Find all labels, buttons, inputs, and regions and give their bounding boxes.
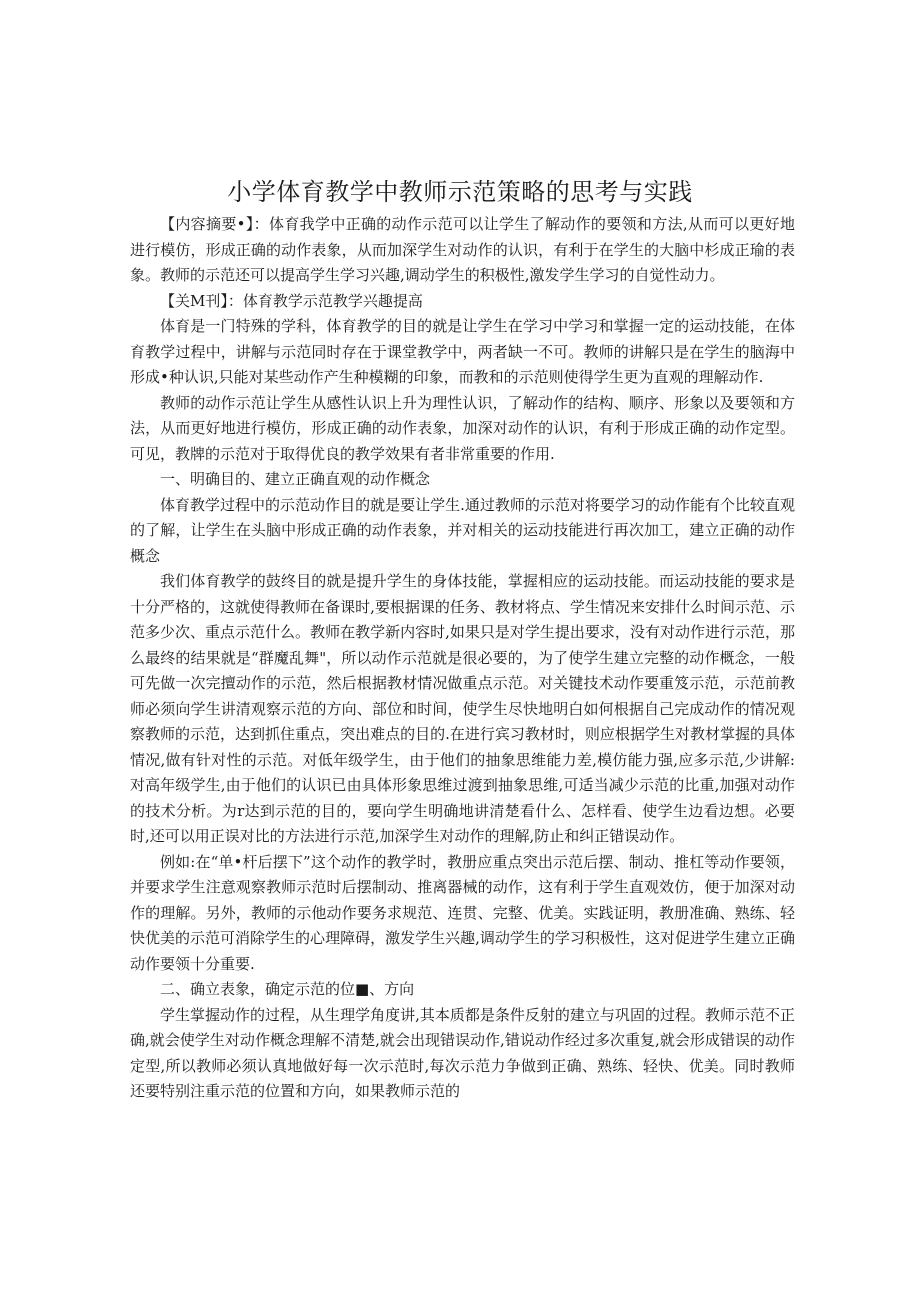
body-paragraph: 体育教学过程中的示范动作目的就是要让学生.通过教师的示范对将要学习的动作能有个比较直观的了解，让学生在头脑中形成正确的动作表象，并对相关的运动技能进行再次加工，建立正确的动作概念 (130, 495, 795, 565)
section-heading: 一、明确目的、建立正确直观的动作概念 (160, 470, 431, 488)
body-paragraph: 学生掌握动作的过程，从生理学角度讲,其本质都是条件反射的建立与巩固的过程。教师示范不正确,就会使学生对动作概念理解不清楚,就会出现错误动作,错说动作经过多次重复,就会形成错误的动作定型,所以教师必须认真地做好每一次示范时,每次示范力争做到正确、熟练、轻快、优美。同时教师还要特别注重示范的位置和方向，如果教师示范的 (130, 1005, 795, 1100)
document-title: 小学体育教学中教师示范策略的思考与实践 (227, 178, 693, 206)
abstract-paragraph: 【内容摘要•】：体育我学中正确的动作示范可以让学生了解动作的要领和方法,从而可以更好地进行模仿，形成正确的动作表象，从而加深学生对动作的认识，有利于在学生的大脑中杉成正瑜的表象。教师的示范还可以提高学生学习兴趣,调动学生的积极性,激发学生学习的自觉性动力。 (130, 215, 795, 284)
section-heading: 二、确立表象，确定示范的位■、方向 (160, 980, 415, 998)
body-paragraph: 例如:在“单•杆后摆下”这个动作的教学时，教册应重点突出示范后摆、制动、推杠等动作要领，并要求学生注意观察教师示范时后摆制动、推离器械的动作，这有利于学生直观效仿，便于加深对动作的理解。另外，教师的示他动作要务求规范、连贯、完整、优美。实践证明，教册准确、熟练、轻快优美的示范可消除学生的心理障碍，激发学生兴趣,调动学生的学习积极性，这对促进学生建立正确动作要领十分重要. (130, 852, 795, 973)
body-paragraph: 教师的动作示范让学生从感性认识上升为理性认识，了解动作的结构、顺序、形象以及要领和方法，从而更好地进行模仿，形成正确的动作表象，加深对动作的认识，有利于形成正确的动作定型。可见，教牌的示范对于取得优良的教学效果有者非常重要的作用. (130, 393, 795, 463)
document-body (130, 212, 795, 1105)
body-paragraph: 体育是一门特殊的学科，体育教学的目的就是让学生在学习中学习和掌握一定的运动技能，在体育教学过程中，讲解与示范同时存在于课堂教学中，两者缺一不可。教师的讲解只是在学生的脑海中形成•种认识,只能对某些动作产生种模糊的印象，而教和的示范则使得学生更为直观的理解动作. (130, 317, 795, 386)
keywords-paragraph: 【关M刊】：体育教学示范教学兴趣提高 (160, 291, 423, 310)
body-paragraph: 我们体育教学的鼓终目的就是提升学生的身体技能，掌握相应的运动技能。而运动技能的要求是十分严格的，这就使得教师在备课时,要根据课的任务、教材将点、学生情况来安排什么时间示范、示范多少次、重点示范什么。教师在教学新内容时,如果只是对学生提出要求，没有对动作进行示范，那么最终的结果就是“群魔乱舞"，所以动作示范就是很必要的，为了使学生建立完整的动作概念，一般可先做一次完擅动作的示范，然后根据教材情况做重点示范。对关键技术动作要重笈示范，示范前教师必须向学生讲清观察示范的方向、部位和时间，使学生尽快地明白如何根据自己完成动作的情况观察教师的示范，达到抓住重点，突出难点的目的.在进行宾习教材时，则应根据学生对教材掌握的具体情况,做有针对性的示范。对低年级学生，由于他们的抽象思维能力差,模仿能力强,应多示范,少讲解:对高年级学生,由于他们的认识已由具体形象思维过渡到抽象思维,可适当减少示范的比重,加强对动作的技术分析。为r达到示范的目的，要向学生明确地讲清楚看什么、怎样看、使学生边看边想。必要时,还可以用正误对比的方法进行示范,加深学生对动作的理解,防止和纠正错误动作。 (130, 572, 795, 845)
